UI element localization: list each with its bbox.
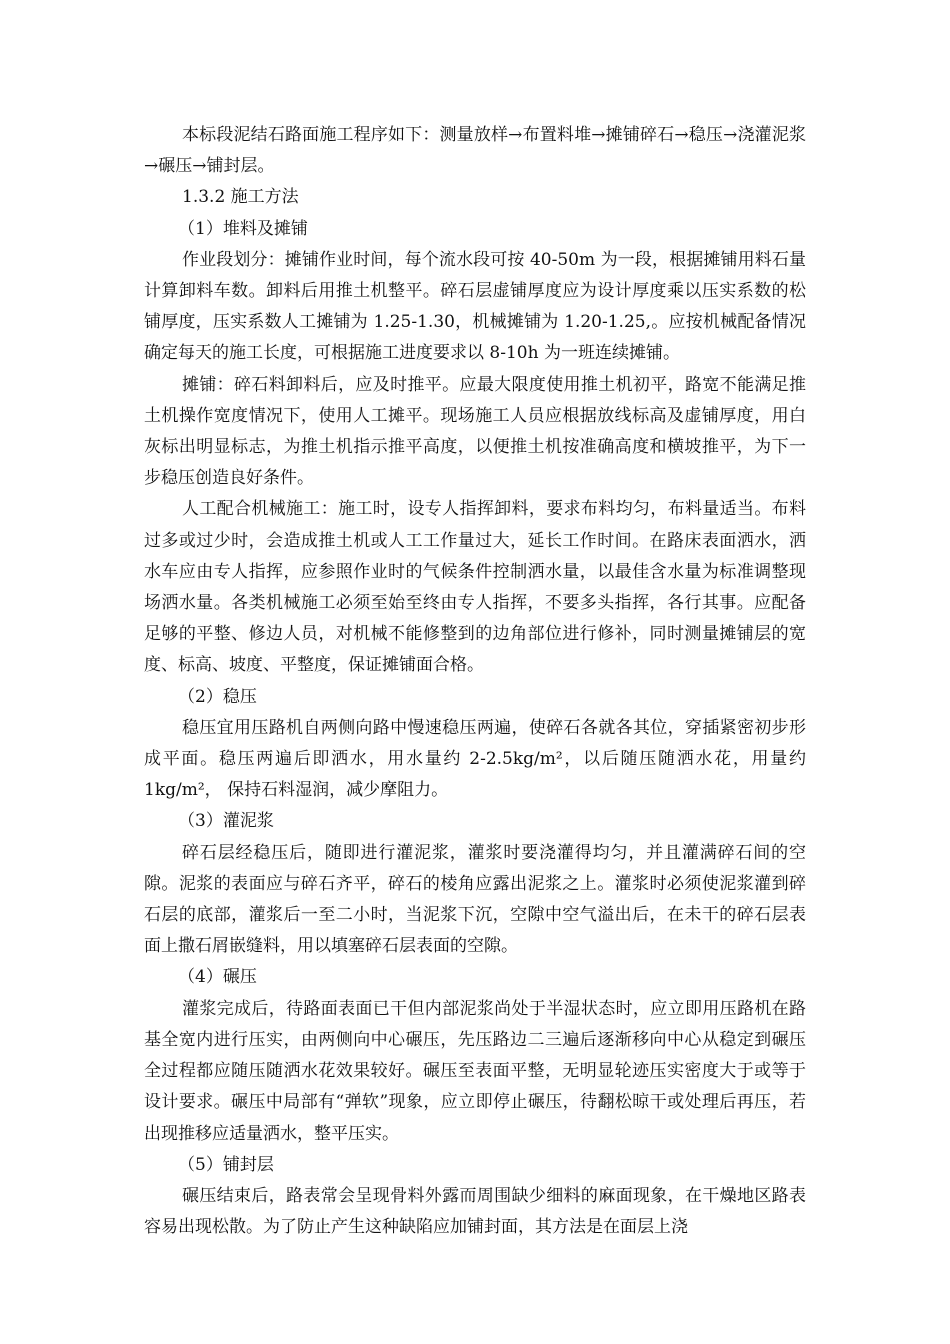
subheading-seal-coat: （5）铺封层 — [178, 1154, 274, 1175]
paragraph-seal-coat: 碾压结束后，路表常会呈现骨料外露而周围缺少细料的麻面现象，在干燥地区路表容易出现松散。为了防止产生这种缺陷应加铺封面，其方法是在面层上浇 — [144, 1185, 806, 1238]
paragraph-manual-with-machinery: 人工配合机械施工：施工时，设专人指挥卸料，要求布料均匀，布料量适当。布料过多或过少时，会造成推土机或人工工作量过大，延长工作时间。在路床表面洒水，洒水车应由专人指挥，应参照作业时的气候条件控制洒水量，以最佳含水量为标准调整现场洒水量。各类机械施工必须至始至终由专人指挥，不要多头指挥，各行其事。应配备足够的平整、修边人员，对机械不能修整到的边角部位进行修补，同时测量摊铺层的宽度、标高、坡度、平整度，保证摊铺面合格。 — [144, 499, 806, 676]
paragraph-work-section-division: 作业段划分：摊铺作业时间，每个流水段可按 40-50m 为一段，根据摊铺用料石量计算卸料车数。卸料后用推土机整平。碎石层虚铺厚度应为设计厚度乘以压实系数的松铺厚度，压实系数人工摊铺为 1.25-1.30，机械摊铺为 1.20-1.25,。应按机械配备情况确定每天的施工长度，可根据施工进度要求以 8-10h 为一班连续摊铺。 — [144, 249, 806, 364]
subheading-stockpile-spreading: （1）堆料及摊铺 — [178, 218, 308, 239]
paragraph-mud-grouting: 碎石层经稳压后，随即进行灌泥浆，灌浆时要浇灌得均匀，并且灌满碎石间的空隙。泥浆的表面应与碎石齐平，碎石的棱角应露出泥浆之上。灌浆时必须使泥浆灌到碎石层的底部，灌浆后一至二小时，当泥浆下沉，空隙中空气溢出后，在未干的碎石层表面上撒石屑嵌缝料，用以填塞碎石层表面的空隙。 — [144, 842, 806, 957]
section-heading-construction-method: 1.3.2 施工方法 — [182, 187, 299, 208]
paragraph-construction-procedure: 本标段泥结石路面施工程序如下：测量放样→布置料堆→摊铺碎石→稳压→浇灌泥浆→碾压→铺封层。 — [144, 125, 806, 177]
subheading-mud-grouting: （3）灌泥浆 — [178, 811, 274, 832]
paragraph-rolling: 灌浆完成后，待路面表面已干但内部泥浆尚处于半湿状态时，应立即用压路机在路基全宽内进行压实，由两侧向中心碾压，先压路边二三遍后逐渐移向中心从稳定到碾压全过程都应随压随洒水花效果较好。碾压至表面平整，无明显轮迹压实密度大于或等于设计要求。碾压中局部有“弹软”现象，应立即停止碾压，待翻松晾干或处理后再压，若出现推移应适量洒水，整平压实。 — [144, 998, 806, 1144]
subheading-rolling: （4）碾压 — [178, 967, 257, 988]
paragraph-spreading: 摊铺：碎石料卸料后，应及时推平。应最大限度使用推土机初平，路宽不能满足推土机操作宽度情况下，使用人工摊平。现场施工人员应根据放线标高及虚铺厚度，用白灰标出明显标志，为推土机指示推平高度，以便推土机按准确高度和横坡推平，为下一步稳压创造良好条件。 — [144, 374, 806, 489]
document-page — [144, 120, 806, 1243]
subheading-stabilizing-compaction: （2）稳压 — [178, 686, 257, 707]
paragraph-stabilizing-compaction: 稳压宜用压路机自两侧向路中慢速稳压两遍，使碎石各就各其位，穿插紧密初步形成平面。稳压两遍后即洒水，用水量约 2-2.5kg/m²，以后随压随洒水花，用量约 1kg/m²， 保持石料湿润，减少摩阻力。 — [144, 717, 806, 801]
